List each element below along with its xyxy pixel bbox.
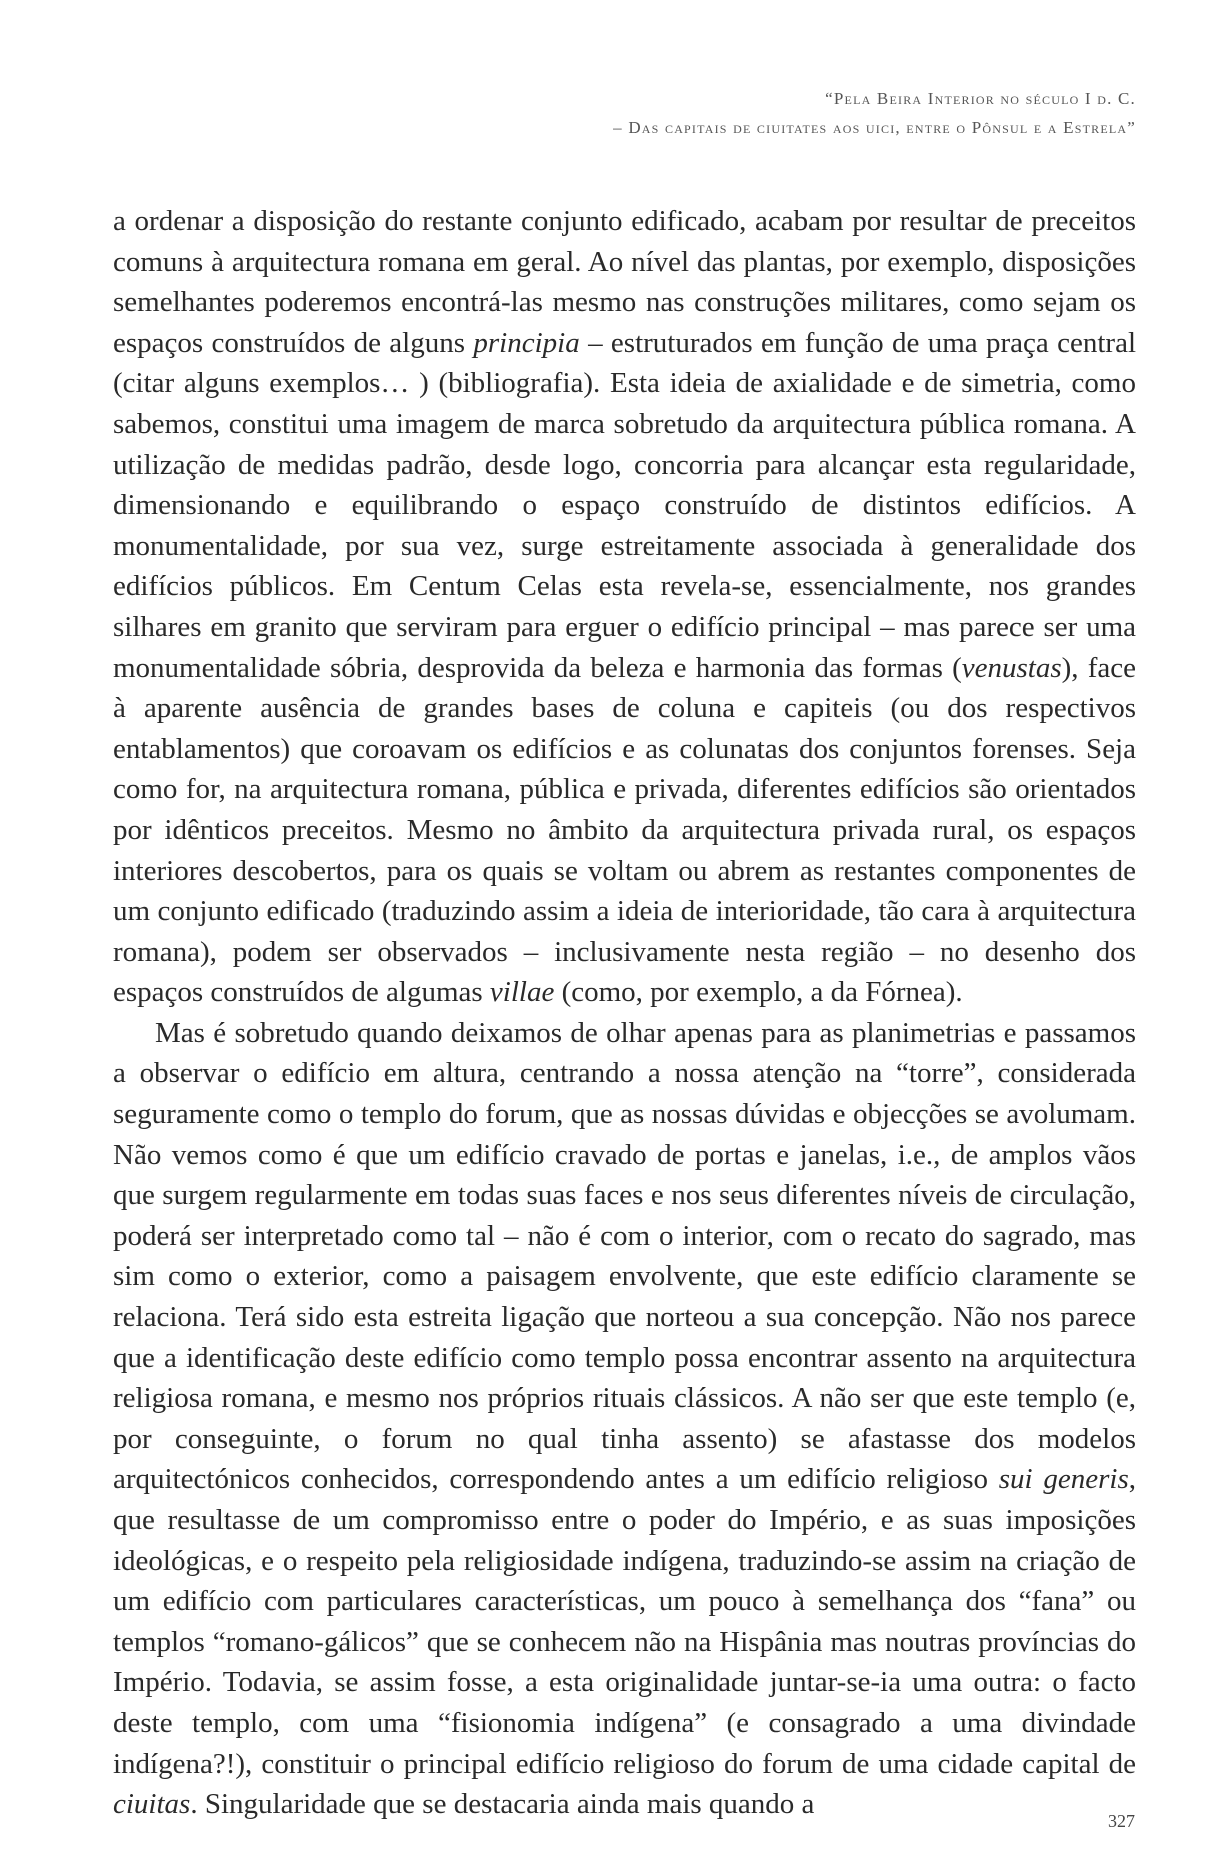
paragraph-1-text-c: ), face à aparente ausência de grandes bases de coluna e capiteis (ou dos respectivos entablamentos) que coroavam os edifícios e as colunatas dos conjuntos forenses. Seja como for, na arquitectura romana, pública e privada, diferentes edifícios são orientados por idênticos preceitos. Mesmo no âmbito da arquitectura privada rural, os espaços interiores descobertos, para os quais se voltam ou abrem as restantes componentes de um conjunto edificado (traduzindo assim a ideia de interioridade, tão cara à arquitectura romana), podem ser observados – inclusivamente nesta região – no desenho dos espaços construídos de algumas <box>113 651 1137 1009</box>
paragraph-1 <box>113 201 1136 1013</box>
running-header-line-1: “Pela Beira Interior no século I d. C. <box>825 89 1136 108</box>
paragraph-1-italic-principia: principia <box>473 326 580 359</box>
paragraph-1-italic-venustas: venustas <box>961 651 1062 684</box>
paragraph-1-text-d: (como, por exemplo, a da Fórnea). <box>554 976 963 1009</box>
paragraph-2 <box>113 1013 1136 1825</box>
paragraph-2-text-c: . Singularidade que se destacaria ainda mais quando a <box>190 1788 815 1821</box>
paragraph-2-italic-ciuitas: ciuitas <box>113 1788 191 1821</box>
paragraph-2-text-a: Mas é sobretudo quando deixamos de olhar apenas para as planimetrias e passamos a observar o edifício em altura, centrando a nossa atenção na “torre”, considerada seguramente como o templo do forum, que as nossas dúvidas e objecções se avolumam. Não vemos como é que um edifício cravado de portas e janelas, i.e., de amplos vãos que surgem regularmente em todas suas faces e nos seus diferentes níveis de circulação, poderá ser interpretado como tal – não é com o interior, com o recato do sagrado, mas sim como o exterior, como a paisagem envolvente, que este edifício claramente se relaciona. Terá sido esta estreita ligação que norteou a sua concepção. Não nos parece que a identificação deste edifício como templo possa encontrar assento na arquitectura religiosa romana, e mesmo nos próprios rituais clássicos. A não ser que este templo (e, por conseguinte, o forum no qual tinha assento) se afastasse dos modelos arquitectónicos conhecidos, correspondendo antes a um edifício religioso <box>113 1016 1136 1496</box>
paragraph-2-italic-sui-generis: sui generis <box>998 1463 1129 1496</box>
running-header-line-2: – Das capitais de ciuitates aos uici, entre o Pônsul e a Estrela” <box>613 118 1136 137</box>
paragraph-2-text-b: , que resultasse de um compromisso entre o poder do Império, e as suas imposições ideológicas, e o respeito pela religiosidade indígena, traduzindo-se assim na criação de um edifício com particulares características, um pouco à semelhança dos “fana” ou templos “romano-gálicos” que se conhecem não na Hispânia mas noutras províncias do Império. Todavia, se assim fosse, a esta originalidade juntar-se-ia uma outra: o facto deste templo, com uma “fisionomia indígena” (e consagrado a uma divindade indígena?!), constituir o principal edifício religioso do forum de uma cidade capital de <box>113 1463 1136 1780</box>
paragraph-1-text-a: a ordenar a disposição do restante conjunto edificado, acabam por resultar de preceitos comuns à arquitectura romana em geral. Ao nível das plantas, por exemplo, disposições semelhantes poderemos encontrá-las mesmo nas construções militares, como sejam os espaços construídos de alguns <box>113 205 1136 359</box>
paragraph-1-italic-villae: villae <box>489 976 555 1009</box>
page-number: 327 <box>1108 1811 1135 1831</box>
body-text <box>113 201 1136 1825</box>
running-header <box>613 84 1136 142</box>
paragraph-1-text-b: – estruturados em função de uma praça central (citar alguns exemplos… ) (bibliografia). Esta ideia de axialidade e de simetria, como sabemos, constitui uma imagem de marca sobretudo da arquitectura pública romana. A utilização de medidas padrão, desde logo, concorria para alcançar esta regularidade, dimensionando e equilibrando o espaço construído de distintos edifícios. A monumentalidade, por sua vez, surge estreitamente associada à generalidade dos edifícios públicos. Em Centum Celas esta revela-se, essencialmente, nos grandes silhares em granito que serviram para erguer o edifício principal – mas parece ser uma monumentalidade sóbria, desprovida da beleza e harmonia das formas ( <box>113 326 1136 684</box>
